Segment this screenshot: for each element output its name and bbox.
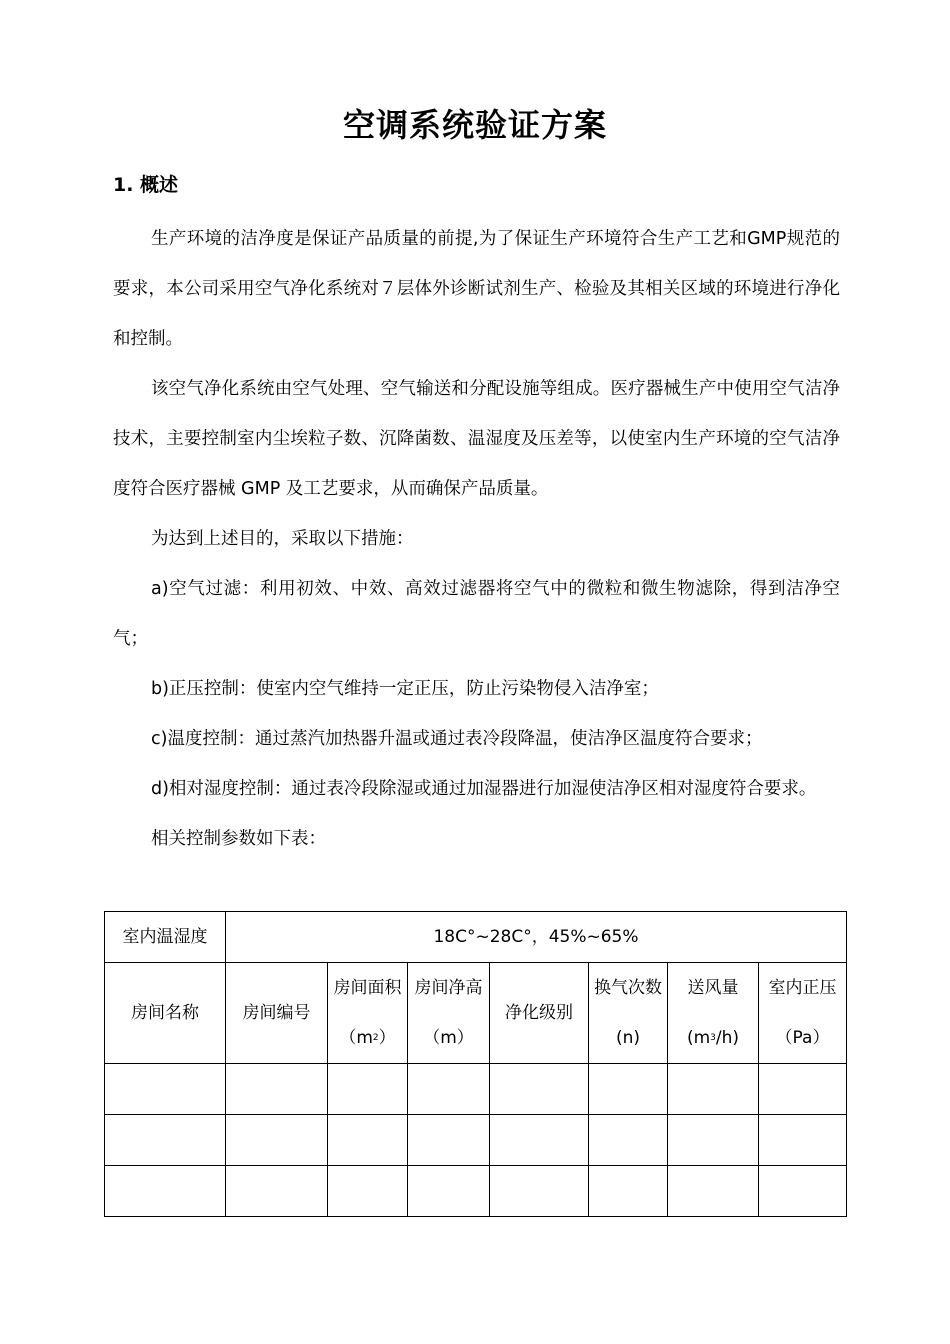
header-air-volume-superscript: 3 (710, 1033, 716, 1043)
header-height: 房间净高（m） (408, 963, 490, 1064)
body-text (113, 214, 840, 864)
header-pressure: 室内正压（Pa） (759, 963, 847, 1064)
header-room-name: 房间名称 (105, 963, 226, 1064)
table-cell (759, 1064, 847, 1115)
table-cell (668, 1166, 759, 1217)
paragraph-6: c)温度控制：通过蒸汽加热器升温或通过表冷段降温，使洁净区温度符合要求； (151, 729, 763, 749)
header-air-changes: 换气次数(n) (589, 963, 668, 1064)
table-cell (668, 1064, 759, 1115)
paragraph-4: a)空气过滤：利用初效、中效、高效过滤器将空气中的微粒和微生物滤除，得到洁净空气； (113, 579, 840, 649)
table-cell (490, 1115, 589, 1166)
table-cell (759, 1115, 847, 1166)
paragraph-5: b)正压控制：使室内空气维持一定正压，防止污染物侵入洁净室； (151, 679, 659, 699)
table-header-row (105, 963, 847, 1064)
table-cell (408, 1115, 490, 1166)
table-cell (105, 1166, 226, 1217)
table-cell (226, 1064, 328, 1115)
temperature-value: 18C°~28C°，45%~65% (226, 912, 847, 963)
table-cell (328, 1166, 408, 1217)
table-row (105, 1115, 847, 1166)
table-cell (490, 1166, 589, 1217)
parameters-table (104, 911, 847, 1217)
table-cell (105, 1115, 226, 1166)
table-row (105, 1064, 847, 1115)
paragraph-3: 为达到上述目的，采取以下措施： (151, 529, 414, 549)
header-area (328, 963, 408, 1064)
table-row (105, 1166, 847, 1217)
table-cell (589, 1064, 668, 1115)
document-title: 空调系统验证方案 (342, 106, 607, 144)
header-area-superscript: 2 (372, 1033, 379, 1043)
table-cell (589, 1115, 668, 1166)
paragraph-8: 相关控制参数如下表： (151, 829, 326, 849)
header-air-volume (668, 963, 759, 1064)
table-cell (328, 1115, 408, 1166)
table-cell (759, 1166, 847, 1217)
temperature-label: 室内温湿度 (105, 912, 226, 963)
table-cell (226, 1115, 328, 1166)
paragraph-1: 生产环境的洁净度是保证产品质量的前提,为了保证生产环境符合生产工艺和GMP规范的要求，本公司采用空气净化系统对７层体外诊断试剂生产、检验及其相关区域的环境进行净化和控制。 (113, 229, 840, 349)
table-cell (105, 1064, 226, 1115)
header-room-number: 房间编号 (226, 963, 328, 1064)
table-cell (589, 1166, 668, 1217)
paragraph-2: 该空气净化系统由空气处理、空气输送和分配设施等组成。医疗器械生产中使用空气洁净技术，主要控制室内尘埃粒子数、沉降菌数、温湿度及压差等，以使室内生产环境的空气洁净度符合医疗器械 GMP 及工艺要求，从而确保产品质量。 (113, 379, 840, 499)
table-row-temperature (105, 912, 847, 963)
table-cell (668, 1115, 759, 1166)
table-cell (490, 1064, 589, 1115)
header-area-text: 房间面积（m (333, 978, 402, 1048)
header-air-volume-close: /h) (715, 1028, 740, 1048)
header-area-close: ） (378, 1028, 396, 1048)
table-cell (226, 1166, 328, 1217)
table-cell (408, 1166, 490, 1217)
header-air-volume-text: 送风量(m (686, 978, 739, 1048)
section-heading: 1. 概述 (113, 174, 179, 196)
paragraph-7: d)相对湿度控制：通过表冷段除湿或通过加湿器进行加湿使洁净区相对湿度符合要求。 (151, 779, 817, 799)
header-clean-class: 净化级别 (490, 963, 589, 1064)
table-cell (408, 1064, 490, 1115)
table-cell (328, 1064, 408, 1115)
